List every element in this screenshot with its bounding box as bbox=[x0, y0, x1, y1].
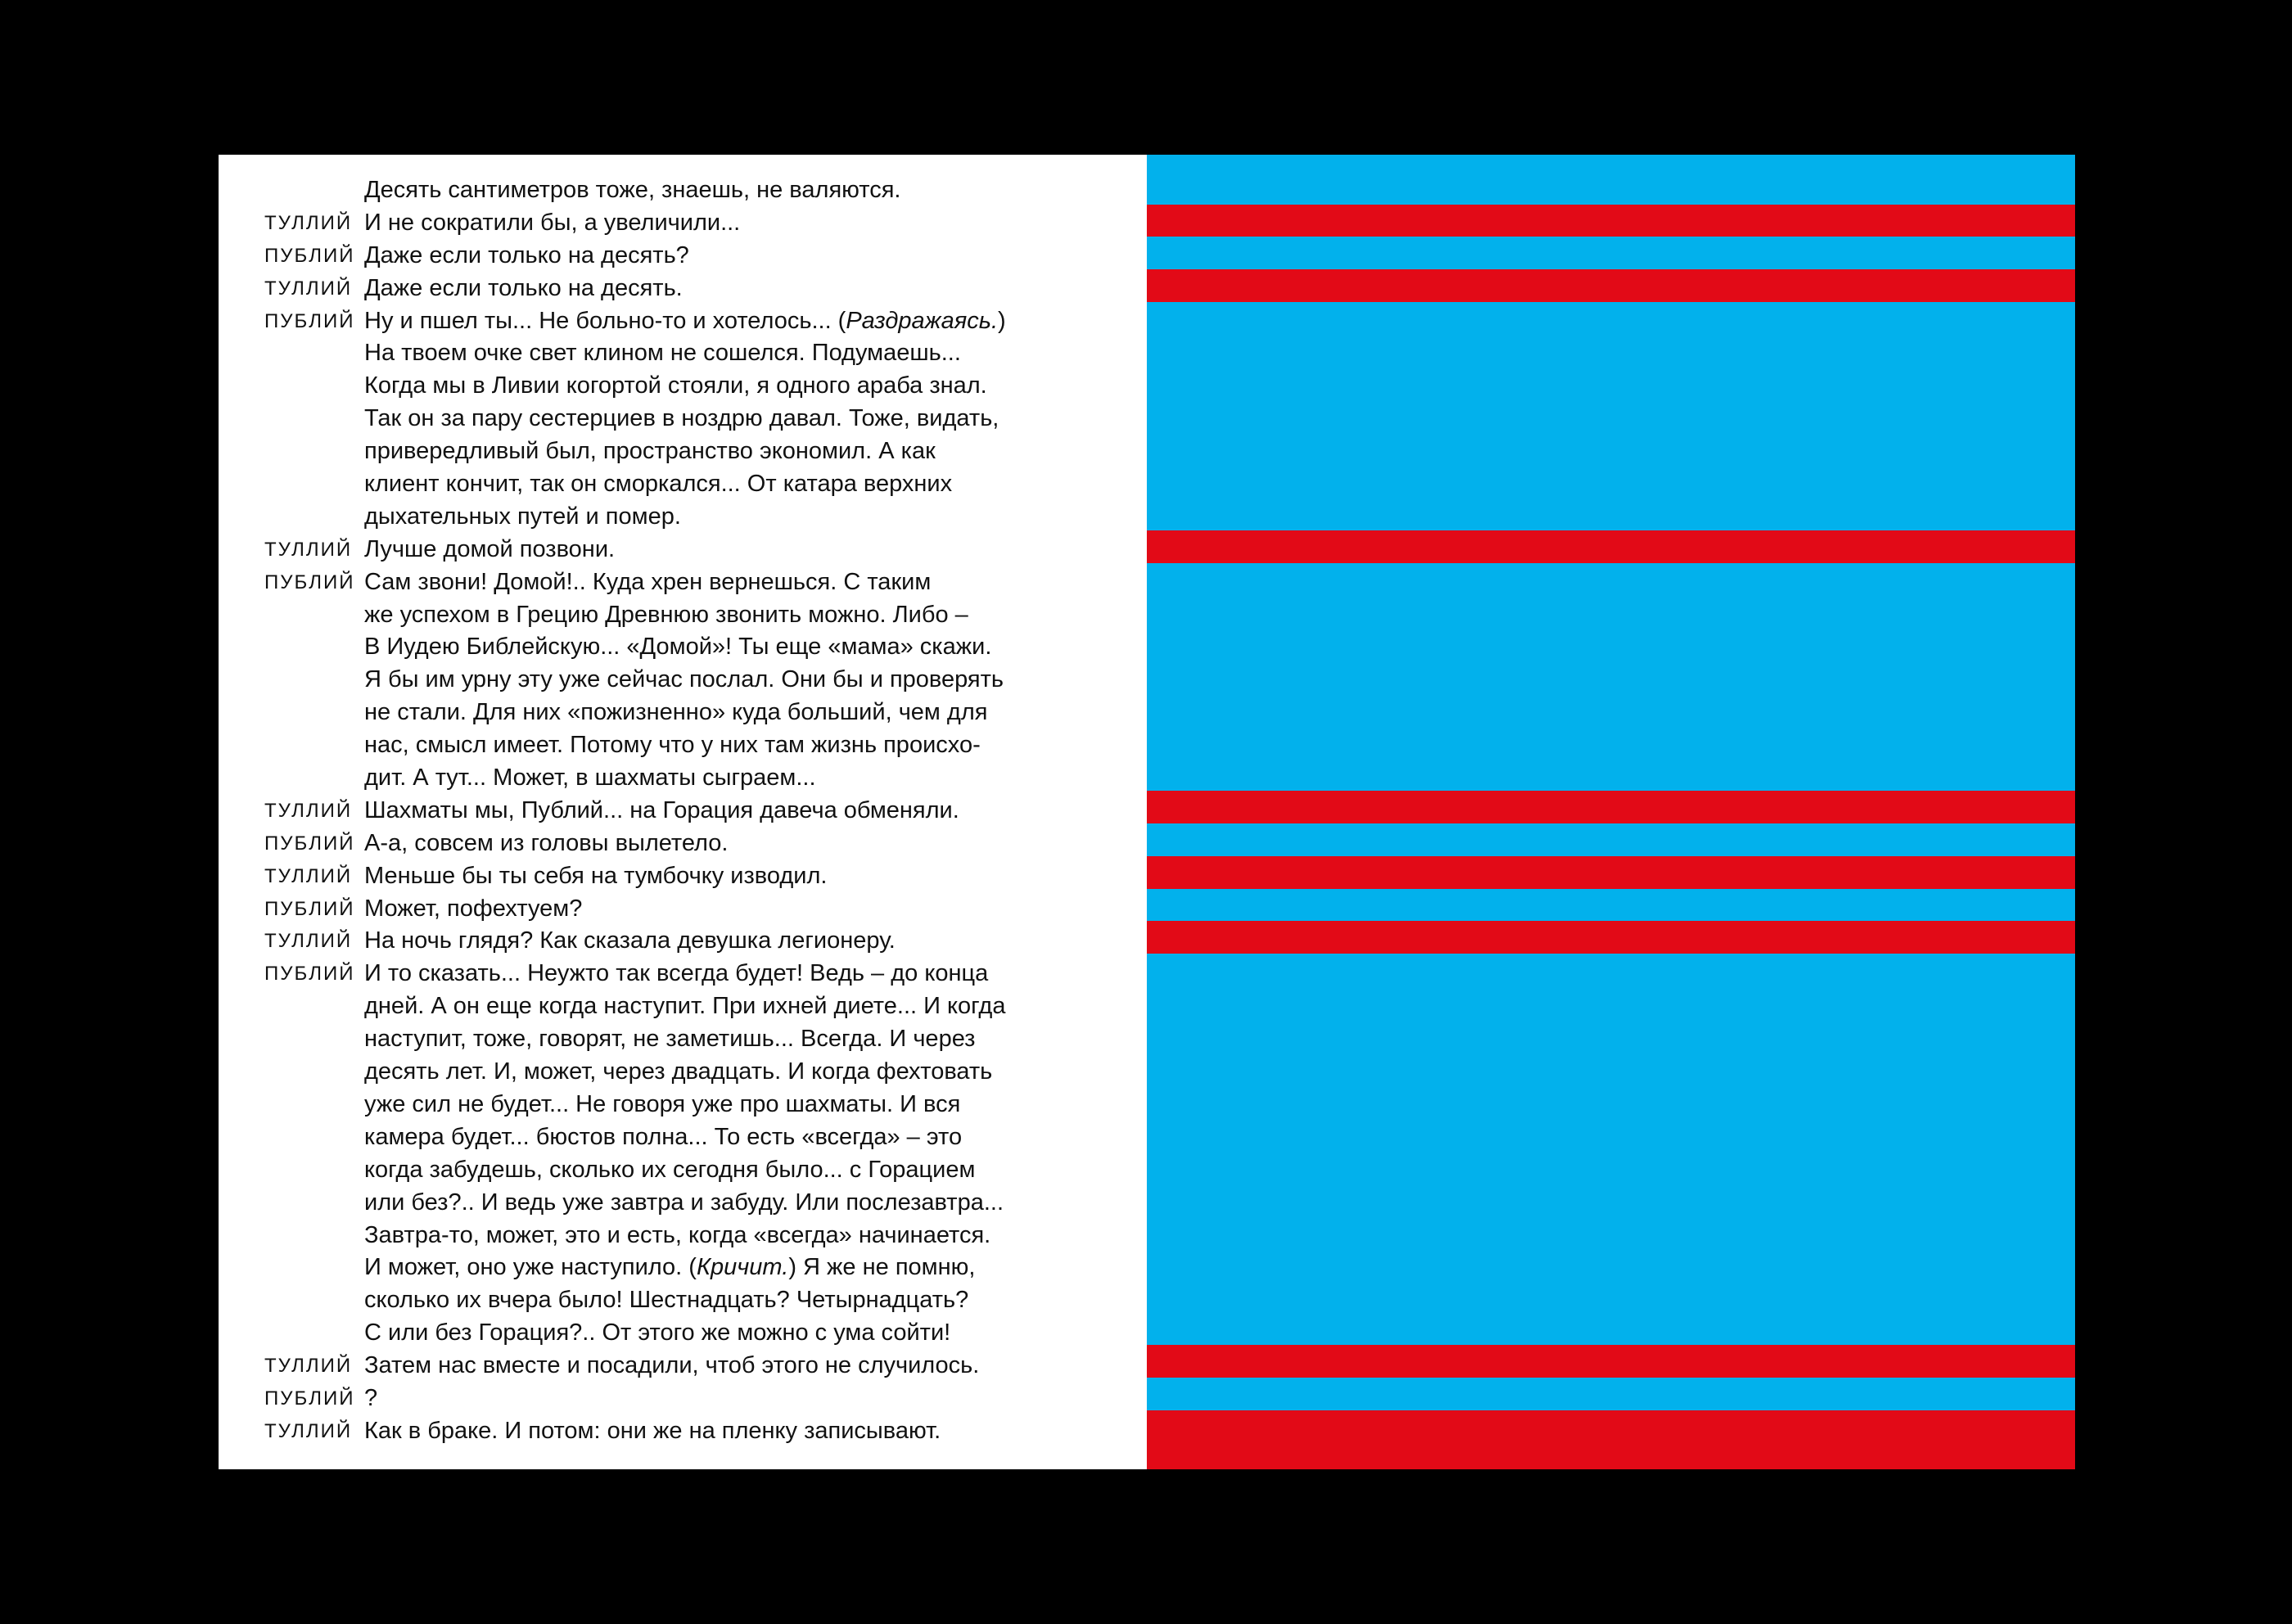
speech-main: Может, пофехтуем? bbox=[364, 895, 583, 922]
speech-main: На твоем очке свет клином не сошелся. Подумаешь... bbox=[364, 340, 961, 367]
dialogue-line bbox=[219, 1383, 1147, 1415]
speech-main: нас, смысл имеет. Потому что у них там жизнь происхо- bbox=[364, 732, 981, 759]
dialogue-line bbox=[219, 403, 1147, 435]
speech-text bbox=[364, 1154, 975, 1187]
dialogue-line bbox=[219, 664, 1147, 697]
speech-text bbox=[364, 925, 896, 958]
dialogue-line bbox=[219, 860, 1147, 893]
dialogue-line bbox=[219, 337, 1147, 370]
speech-main: Шахматы мы, Публий... на Горация давеча обменяли. bbox=[364, 796, 959, 823]
red-stripe bbox=[1147, 1410, 2075, 1469]
speech-main: На ночь глядя? Как сказала девушка легионеру. bbox=[364, 927, 896, 954]
dialogue-line bbox=[219, 1187, 1147, 1220]
speech-text bbox=[364, 501, 681, 534]
speech-text bbox=[364, 599, 968, 632]
red-stripe bbox=[1147, 1345, 2075, 1378]
dialogue-line bbox=[219, 534, 1147, 566]
speech-main: наступит, тоже, говорят, не заметишь... Всегда. И через bbox=[364, 1026, 976, 1053]
dialogue-line bbox=[219, 468, 1147, 501]
speech-text bbox=[364, 403, 999, 435]
speech-main: А-а, совсем из головы вылетело. bbox=[364, 829, 729, 856]
speech-text bbox=[364, 566, 931, 599]
speech-main: же успехом в Грецию Древнюю звонить можно. Либо – bbox=[364, 601, 968, 628]
speech-main: Завтра-то, может, это и есть, когда «всегда» начинается. bbox=[364, 1221, 991, 1248]
dialogue-line bbox=[219, 729, 1147, 762]
speech-text bbox=[364, 664, 1004, 697]
speaker-name: ПУБЛИЙ bbox=[264, 897, 355, 920]
speech-text bbox=[364, 1317, 950, 1350]
speaker-name: ТУЛЛИЙ bbox=[264, 277, 353, 300]
speech-text bbox=[364, 1023, 975, 1056]
dialogue-line bbox=[219, 925, 1147, 958]
speech-text bbox=[364, 762, 816, 795]
speech-text bbox=[364, 729, 981, 762]
speech-text bbox=[364, 1284, 968, 1317]
speech-text bbox=[364, 468, 952, 501]
speech-text bbox=[364, 990, 1005, 1023]
dialogue-line bbox=[219, 1350, 1147, 1383]
dialogue-line bbox=[219, 1415, 1147, 1448]
speech-text bbox=[364, 435, 936, 468]
dialogue-line bbox=[219, 305, 1147, 338]
stripe-page bbox=[1147, 155, 2075, 1469]
speech-text bbox=[364, 1252, 975, 1284]
speaker-name: ТУЛЛИЙ bbox=[264, 1419, 353, 1442]
speech-text bbox=[364, 697, 987, 729]
speech-text bbox=[364, 1056, 992, 1089]
speech-text bbox=[364, 1415, 941, 1448]
speaker-name: ПУБЛИЙ bbox=[264, 1387, 355, 1410]
book-spread bbox=[219, 155, 2075, 1469]
speech-main: не стали. Для них «пожизненно» куда больший, чем для bbox=[364, 699, 988, 726]
dialogue-line bbox=[219, 1154, 1147, 1187]
speech-after: ) bbox=[998, 307, 1006, 334]
speech-text bbox=[364, 534, 615, 566]
speech-main: С или без Горация?.. От этого же можно с ума сойти! bbox=[364, 1320, 951, 1347]
dialogue-line bbox=[219, 828, 1147, 860]
speech-main: дит. А тут... Может, в шахматы сыграем... bbox=[364, 765, 816, 792]
speech-text bbox=[364, 174, 900, 207]
speech-main: И то сказать... Неужто так всегда будет! Ведь – до конца bbox=[364, 960, 989, 987]
speech-main: Затем нас вместе и посадили, чтоб этого не случилось. bbox=[364, 1352, 980, 1379]
speech-main: дней. А он еще когда наступит. При ихней диете... И когда bbox=[364, 993, 1006, 1020]
speech-main: привередливый был, пространство экономил. А как bbox=[364, 438, 936, 465]
speech-main: Десять сантиметров тоже, знаешь, не валяются. bbox=[364, 177, 901, 203]
speech-after: ) Я же не помню, bbox=[788, 1254, 976, 1281]
dialogue-line bbox=[219, 1023, 1147, 1056]
speech-text bbox=[364, 370, 987, 403]
speaker-name: ТУЛЛИЙ bbox=[264, 799, 353, 822]
speech-text bbox=[364, 795, 959, 828]
speaker-name: ТУЛЛИЙ bbox=[264, 930, 353, 953]
dialogue-line bbox=[219, 762, 1147, 795]
dialogue-line bbox=[219, 435, 1147, 468]
speech-text bbox=[364, 893, 582, 926]
speech-text bbox=[364, 1121, 962, 1154]
speech-main: Лучше домой позвони. bbox=[364, 535, 616, 562]
speaker-name: ПУБЛИЙ bbox=[264, 832, 355, 855]
speech-text bbox=[364, 207, 740, 240]
speech-main: Меньше бы ты себя на тумбочку изводил. bbox=[364, 862, 828, 889]
text-page bbox=[219, 155, 1147, 1469]
speech-main: или без?.. И ведь уже завтра и забуду. Или послезавтра... bbox=[364, 1189, 1004, 1216]
dialogue-line bbox=[219, 631, 1147, 664]
dialogue-line bbox=[219, 599, 1147, 632]
red-stripe bbox=[1147, 791, 2075, 823]
dialogue-line bbox=[219, 1317, 1147, 1350]
speech-text bbox=[364, 1350, 979, 1383]
speech-main: клиент кончит, так он сморкался... От катара верхних bbox=[364, 471, 953, 498]
dialogue-line bbox=[219, 958, 1147, 990]
speech-main: Как в браке. И потом: они же на пленку записывают. bbox=[364, 1417, 941, 1444]
speech-main: когда забудешь, сколько их сегодня было... с Горацием bbox=[364, 1156, 976, 1183]
speech-text bbox=[364, 305, 1006, 338]
speech-main: Ну и пшел ты... Не больно-то и хотелось... ( bbox=[364, 307, 846, 334]
speech-text bbox=[364, 631, 991, 664]
dialogue-line bbox=[219, 240, 1147, 273]
red-stripe bbox=[1147, 921, 2075, 954]
speech-main: В Иудею Библейскую... «Домой»! Ты еще «мама» скажи. bbox=[364, 634, 992, 661]
speech-text bbox=[364, 1089, 960, 1121]
speech-main: уже сил не будет... Не говоря уже про шахматы. И вся bbox=[364, 1090, 961, 1117]
speech-main: Когда мы в Ливии когортой стояли, я одного араба знал. bbox=[364, 372, 987, 399]
speech-text bbox=[364, 273, 683, 305]
red-stripe bbox=[1147, 856, 2075, 889]
speech-main: камера будет... бюстов полна... То есть «всегда» – это bbox=[364, 1123, 963, 1150]
stage-direction: Раздражаясь. bbox=[846, 307, 998, 334]
speech-main: Даже если только на десять? bbox=[364, 241, 689, 268]
speech-main: И не сократили бы, а увеличили... bbox=[364, 209, 741, 236]
speech-main: ? bbox=[364, 1384, 378, 1411]
dialogue-line bbox=[219, 174, 1147, 207]
speaker-name: ТУЛЛИЙ bbox=[264, 864, 353, 887]
speech-main: Я бы им урну эту уже сейчас послал. Они бы и проверять bbox=[364, 666, 1004, 693]
red-stripe bbox=[1147, 269, 2075, 302]
dialogue-line bbox=[219, 697, 1147, 729]
dialogue-line bbox=[219, 566, 1147, 599]
speech-main: десять лет. И, может, через двадцать. И когда фехтовать bbox=[364, 1058, 993, 1085]
red-stripe bbox=[1147, 530, 2075, 563]
dialogue-text bbox=[219, 174, 1147, 1448]
speech-text bbox=[364, 1383, 377, 1415]
speech-text bbox=[364, 828, 728, 860]
speech-main: Так он за пару сестерциев в ноздрю давал. Тоже, видать, bbox=[364, 405, 999, 432]
dialogue-line bbox=[219, 273, 1147, 305]
dialogue-line bbox=[219, 1056, 1147, 1089]
dialogue-line bbox=[219, 1089, 1147, 1121]
speech-main: Сам звони! Домой!.. Куда хрен вернешься. С таким bbox=[364, 568, 932, 595]
speech-main: сколько их вчера было! Шестнадцать? Четырнадцать? bbox=[364, 1287, 969, 1314]
dialogue-line bbox=[219, 207, 1147, 240]
speaker-name: ПУБЛИЙ bbox=[264, 244, 355, 267]
speech-text bbox=[364, 1220, 990, 1252]
speech-text bbox=[364, 1187, 1004, 1220]
dialogue-line bbox=[219, 1284, 1147, 1317]
speaker-name: ПУБЛИЙ bbox=[264, 963, 355, 986]
red-stripe bbox=[1147, 205, 2075, 237]
speech-text bbox=[364, 958, 988, 990]
dialogue-line bbox=[219, 1252, 1147, 1284]
speech-main: Даже если только на десять. bbox=[364, 274, 683, 301]
speaker-name: ТУЛЛИЙ bbox=[264, 1355, 353, 1378]
speech-main: И может, оно уже наступило. ( bbox=[364, 1254, 697, 1281]
speaker-name: ПУБЛИЙ bbox=[264, 309, 355, 332]
dialogue-line bbox=[219, 501, 1147, 534]
speech-main: дыхательных путей и помер. bbox=[364, 503, 681, 530]
speech-text bbox=[364, 860, 827, 893]
speech-text bbox=[364, 337, 961, 370]
dialogue-line bbox=[219, 370, 1147, 403]
dialogue-line bbox=[219, 795, 1147, 828]
dialogue-line bbox=[219, 990, 1147, 1023]
speaker-name: ТУЛЛИЙ bbox=[264, 211, 353, 234]
dialogue-line bbox=[219, 1220, 1147, 1252]
stage-direction: Кричит. bbox=[696, 1254, 789, 1281]
speech-text bbox=[364, 240, 689, 273]
speaker-name: ПУБЛИЙ bbox=[264, 571, 355, 593]
dialogue-line bbox=[219, 1121, 1147, 1154]
dialogue-line bbox=[219, 893, 1147, 926]
speaker-name: ТУЛЛИЙ bbox=[264, 538, 353, 561]
